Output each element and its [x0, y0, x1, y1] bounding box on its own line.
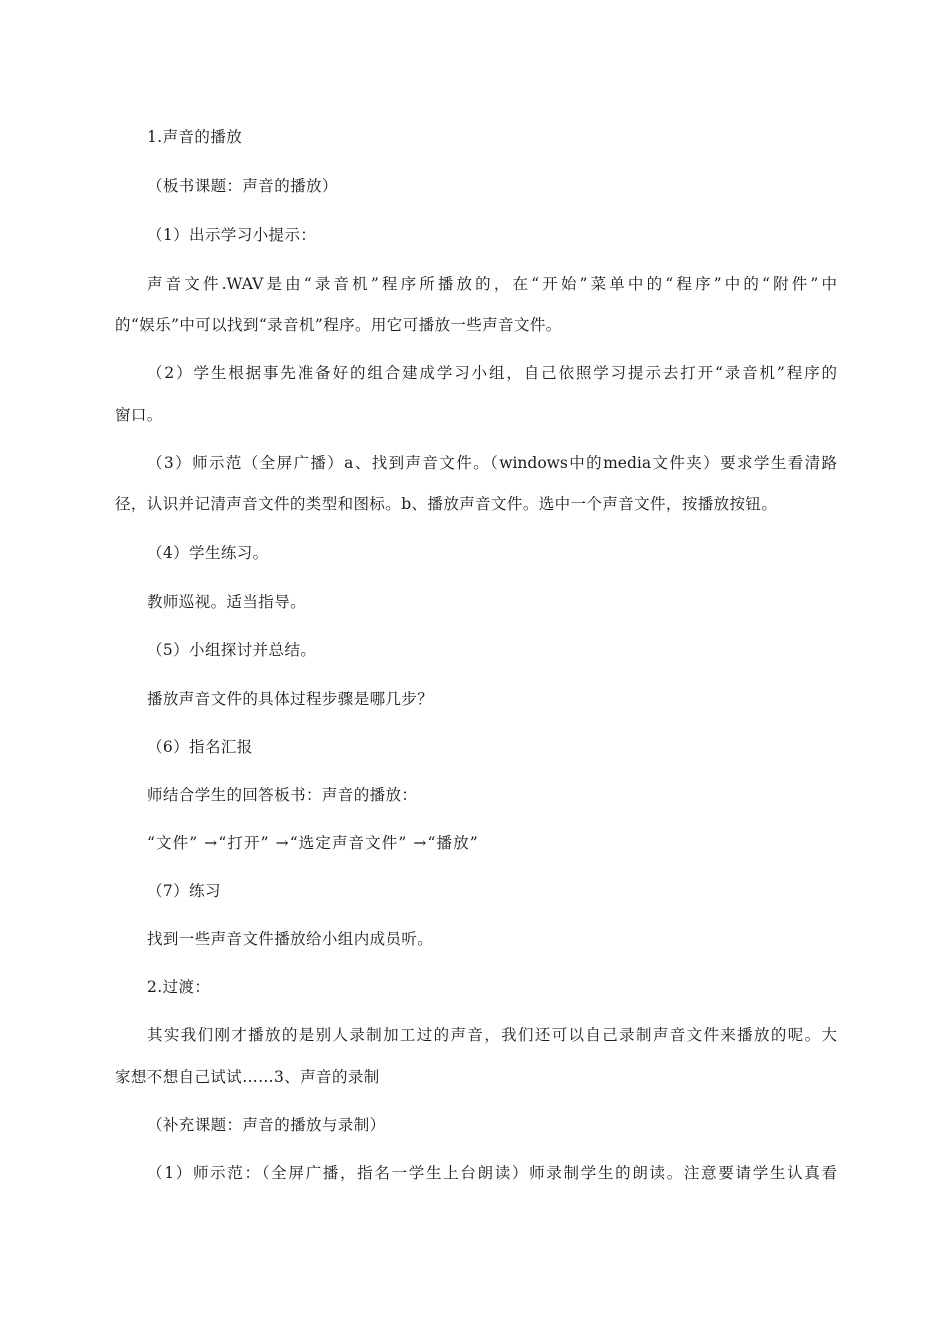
practice-text: 找到一些声音文件播放给小组内成员听。: [147, 930, 434, 948]
tip-paragraph-line-1: 声音文件.WAV是由“录音机”程序所播放的，在“开始”菜单中的“程序”中的“附件”中: [147, 275, 837, 293]
supplementary-topic-note: （补充课题：声音的播放与录制）: [147, 1116, 386, 1134]
procedure-flow: “文件” →“打开” →“选定声音文件” →“播放”: [147, 834, 479, 852]
step-7-heading: （7）练习: [147, 882, 221, 900]
step-2-line-2: 窗口。: [115, 406, 163, 424]
step-2-line-1: （2）学生根据事先准备好的组合建成学习小组，自己依照学习提示去打开“录音机”程序的: [147, 364, 837, 382]
tip-paragraph-line-2: 的“娱乐”中可以找到“录音机”程序。用它可播放一些声音文件。: [115, 316, 562, 334]
step-4-heading: （4）学生练习。: [147, 544, 269, 562]
transition-paragraph-line-1: 其实我们刚才播放的是别人录制加工过的声音，我们还可以自己录制声音文件来播放的呢。大: [147, 1026, 837, 1044]
board-summary-text: 师结合学生的回答板书：声音的播放：: [147, 786, 418, 804]
teacher-patrol-text: 教师巡视。适当指导。: [147, 593, 307, 611]
step-3-line-2: 径，认识并记清声音文件的类型和图标。b、播放声音文件。选中一个声音文件，按播放按钮。: [115, 495, 778, 513]
step-3-line-1: （3）师示范（全屏广播）a、找到声音文件。（windows中的media文件夹）要求学生看清路: [147, 454, 837, 472]
board-topic-note: （板书课题：声音的播放）: [147, 177, 338, 195]
step-6-heading: （6）指名汇报: [147, 738, 253, 756]
section-heading-transition: 2.过渡：: [147, 978, 211, 996]
step-5-heading: （5）小组探讨并总结。: [147, 641, 317, 659]
section-heading-sound-playback: 1.声音的播放: [147, 128, 243, 146]
recording-step-1-line-1: （1）师示范：（全屏广播，指名一学生上台朗读）师录制学生的朗读。注意要请学生认真看: [147, 1164, 837, 1182]
step-1-heading: （1）出示学习小提示：: [147, 226, 317, 244]
question-text: 播放声音文件的具体过程步骤是哪几步？: [147, 690, 434, 708]
transition-paragraph-line-2: 家想不想自己试试……3、声音的录制: [115, 1068, 380, 1086]
